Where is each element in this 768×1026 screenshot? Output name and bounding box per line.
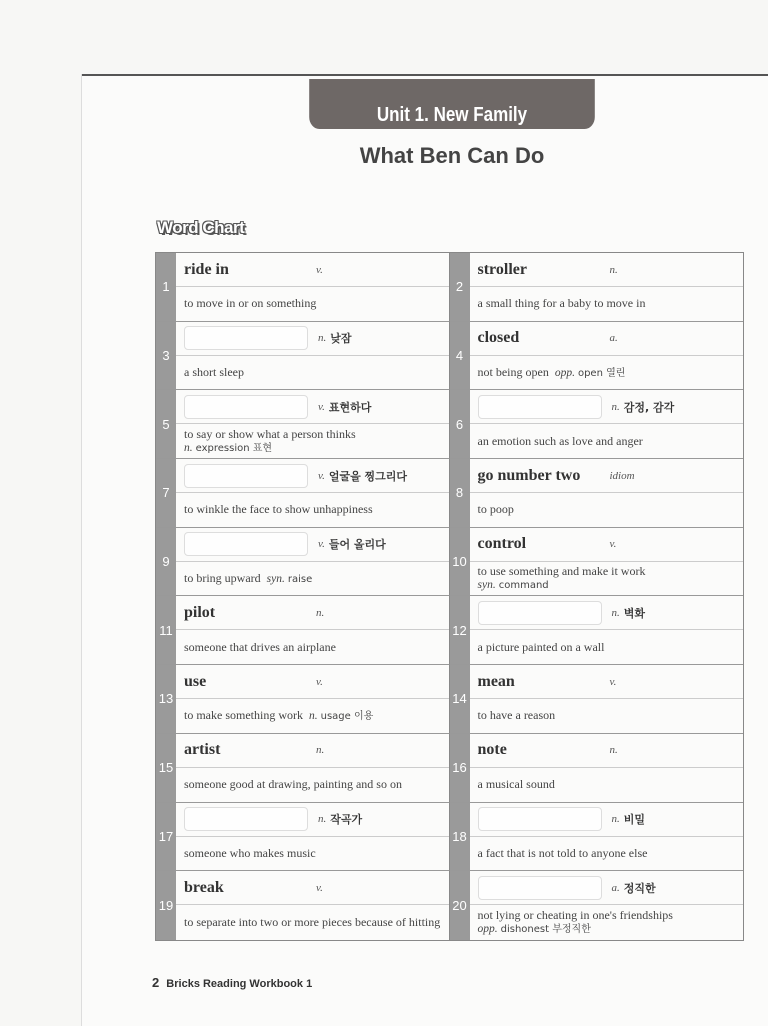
page-number: 2: [152, 975, 160, 990]
entry-number: 3: [156, 322, 176, 390]
entry-body: [470, 803, 744, 871]
entry-header: [470, 803, 744, 837]
entry-definition-area: [470, 287, 744, 321]
relation-label: opp.: [477, 923, 498, 936]
part-of-speech: n.: [318, 332, 327, 345]
entry-body: [470, 390, 744, 458]
word-entry: [450, 803, 744, 872]
word-entry: [156, 390, 450, 459]
word-entry: [450, 734, 744, 803]
entry-word: mean: [477, 672, 515, 690]
section-label: Word Chart: [157, 218, 245, 237]
entry-number: 18: [450, 803, 470, 871]
related-word: dishonest 부정직한: [500, 924, 591, 936]
entry-number: 20: [450, 871, 470, 940]
entry-header: [176, 596, 449, 630]
entry-number: 17: [156, 803, 176, 871]
lesson-title: What Ben Can Do: [359, 143, 545, 168]
related-word: usage 이용: [320, 710, 374, 722]
entry-body: [470, 528, 744, 596]
entry-word: stroller: [477, 260, 527, 278]
entry-number: 16: [450, 734, 470, 802]
entry-body: [470, 459, 744, 527]
entry-number: 9: [156, 528, 176, 596]
entry-header: [176, 253, 449, 287]
word-entry: [156, 871, 450, 940]
entry-body: [176, 390, 449, 458]
entry-body: [470, 665, 744, 733]
entry-definition: a small thing for a baby to move in: [477, 296, 646, 311]
word-entry: [156, 322, 450, 391]
entry-body: [470, 322, 744, 390]
entry-definition-area: [176, 699, 449, 733]
part-of-speech: v.: [609, 675, 617, 688]
entry-header: [470, 459, 744, 493]
relation-label: n.: [308, 709, 318, 722]
entry-body: [470, 734, 744, 802]
entry-definition: not lying or cheating in one's friendships: [477, 908, 673, 923]
entry-definition: someone that drives an airplane: [184, 639, 336, 654]
entry-header: [470, 390, 744, 424]
entry-number: 5: [156, 390, 176, 458]
part-of-speech: n.: [316, 744, 325, 757]
entry-number: 14: [450, 665, 470, 733]
part-of-speech: n.: [611, 400, 620, 413]
answer-blank[interactable]: [184, 395, 308, 419]
entry-definition: to winkle the face to show unhappiness: [184, 502, 373, 517]
entry-definition-area: [176, 905, 449, 940]
entry-header: [470, 528, 744, 562]
entry-body: [176, 253, 449, 321]
korean-meaning: 벽화: [623, 606, 646, 620]
entry-definition-area: [176, 287, 449, 321]
entry-definition-area: [470, 699, 744, 733]
entry-number: 13: [156, 665, 176, 733]
entry-number: 12: [450, 596, 470, 664]
entry-number: 19: [156, 871, 176, 940]
part-of-speech: v.: [318, 469, 325, 482]
entry-definition-area: [176, 768, 449, 802]
part-of-speech: n.: [609, 744, 618, 757]
entry-body: [176, 665, 449, 733]
entry-definition-area: [470, 562, 744, 596]
entry-word: go number two: [477, 466, 581, 484]
related-word: expression 표현: [195, 442, 273, 454]
entry-definition-area: [176, 356, 449, 390]
word-entry: [450, 390, 744, 459]
entry-definition-area: [470, 837, 744, 871]
entry-definition: to bring upward: [184, 570, 261, 585]
entry-header: [470, 871, 744, 905]
entry-definition: a picture painted on a wall: [477, 639, 605, 654]
entry-number: 4: [450, 322, 470, 390]
word-chart-grid: [155, 252, 744, 941]
entry-definition: not being open: [477, 364, 549, 379]
part-of-speech: a.: [609, 332, 618, 345]
entry-number: 11: [156, 596, 176, 664]
entry-definition-area: [470, 424, 744, 458]
answer-blank[interactable]: [478, 807, 602, 831]
entry-body: [176, 734, 449, 802]
entry-word: control: [477, 535, 527, 553]
entry-definition: an emotion such as love and anger: [477, 433, 643, 448]
part-of-speech: n.: [611, 606, 620, 619]
entry-header: [176, 459, 449, 493]
entry-definition: a fact that is not told to anyone else: [477, 845, 648, 860]
related-word: open 열린: [577, 367, 626, 379]
entry-number: 6: [450, 390, 470, 458]
entry-number: 15: [156, 734, 176, 802]
entry-header: [470, 665, 744, 699]
related-word: command: [498, 580, 549, 592]
part-of-speech: idiom: [609, 469, 635, 482]
unit-title: Unit 1. New Family: [376, 104, 528, 126]
entry-definition-area: [176, 837, 449, 871]
entry-definition-area: [470, 630, 744, 664]
word-entry: [450, 596, 744, 665]
word-entry: [156, 665, 450, 734]
entry-definition-area: [470, 768, 744, 802]
entry-body: [470, 871, 744, 940]
answer-blank[interactable]: [184, 326, 308, 350]
entry-definition: a musical sound: [477, 777, 555, 792]
word-entry: [156, 459, 450, 528]
entry-number: 2: [450, 253, 470, 321]
entry-definition: to separate into two or more pieces because of hitting: [184, 915, 441, 930]
korean-meaning: 감정, 감각: [623, 400, 675, 414]
answer-blank[interactable]: [478, 395, 602, 419]
entry-definition: to poop: [477, 502, 514, 517]
korean-meaning: 정직한: [623, 881, 656, 895]
part-of-speech: n.: [316, 606, 325, 619]
word-entry: [450, 459, 744, 528]
entry-definition-area: [176, 424, 449, 458]
part-of-speech: v.: [316, 263, 323, 276]
entry-definition: someone who makes music: [184, 845, 316, 860]
entry-number: 8: [450, 459, 470, 527]
word-entry: [450, 528, 744, 597]
entry-body: [176, 459, 449, 527]
entry-header: [176, 734, 449, 768]
entry-header: [176, 871, 449, 905]
entry-definition-area: [176, 630, 449, 664]
entry-header: [470, 322, 744, 356]
korean-meaning: 작곡가: [330, 813, 363, 826]
entry-header: [470, 596, 744, 630]
part-of-speech: v.: [316, 881, 323, 894]
entry-definition: to have a reason: [477, 708, 556, 723]
page-footer: [152, 975, 312, 990]
part-of-speech: n.: [609, 263, 618, 276]
entry-definition: to move in or on something: [184, 296, 317, 311]
word-entry: [156, 734, 450, 803]
unit-banner: [309, 79, 595, 129]
word-entry: [450, 871, 744, 940]
entry-word: note: [477, 741, 507, 759]
entry-definition-area: [470, 493, 744, 527]
entry-header: [470, 253, 744, 287]
entry-definition: someone good at drawing, painting and so on: [184, 777, 402, 792]
relation-label: opp.: [554, 366, 575, 379]
answer-blank[interactable]: [184, 807, 308, 831]
entry-header: [176, 322, 449, 356]
korean-meaning: 비밀: [623, 813, 646, 826]
word-entry: [156, 253, 450, 322]
answer-blank[interactable]: [184, 464, 308, 488]
entry-word: closed: [477, 329, 520, 347]
korean-meaning: 낮잠: [330, 332, 352, 346]
entry-body: [470, 596, 744, 664]
entry-definition-area: [470, 905, 744, 940]
word-entry: [156, 596, 450, 665]
entry-header: [176, 665, 449, 699]
part-of-speech: v.: [609, 538, 617, 551]
entry-body: [176, 596, 449, 664]
book-title: Bricks Reading Workbook 1: [166, 978, 313, 990]
entry-definition: to use something and make it work: [477, 564, 646, 579]
relation-label: syn.: [266, 572, 285, 585]
entry-body: [176, 322, 449, 390]
korean-meaning: 들어 올리다: [328, 538, 386, 552]
part-of-speech: v.: [318, 400, 325, 413]
relation-label: syn.: [477, 579, 496, 592]
part-of-speech: v.: [316, 675, 323, 688]
korean-meaning: 얼굴을 찡그리다: [328, 469, 408, 483]
entry-word: break: [184, 878, 224, 896]
entry-word: use: [184, 672, 207, 690]
entry-definition-area: [470, 356, 744, 390]
word-entry: [156, 803, 450, 872]
entry-definition-area: [176, 493, 449, 527]
entry-word: ride in: [184, 260, 229, 278]
entry-definition: a short sleep: [184, 365, 244, 380]
related-word: raise: [287, 573, 313, 585]
answer-blank[interactable]: [478, 876, 602, 900]
entry-word: pilot: [184, 603, 216, 621]
word-entry: [450, 322, 744, 391]
entry-body: [176, 528, 449, 596]
part-of-speech: a.: [611, 881, 620, 894]
relation-label: n.: [184, 441, 193, 454]
entry-header: [176, 803, 449, 837]
entry-definition: to say or show what a person thinks: [184, 426, 356, 441]
part-of-speech: n.: [611, 813, 620, 825]
entry-definition-area: [176, 562, 449, 596]
part-of-speech: v.: [318, 538, 325, 551]
answer-blank[interactable]: [478, 601, 602, 625]
entry-number: 1: [156, 253, 176, 321]
entry-word: artist: [184, 741, 221, 759]
entry-body: [176, 871, 449, 940]
entry-definition: to make something work: [184, 707, 303, 722]
entry-number: 10: [450, 528, 470, 596]
entry-header: [176, 390, 449, 424]
word-entry: [450, 253, 744, 322]
entry-body: [176, 803, 449, 871]
word-entry: [450, 665, 744, 734]
answer-blank[interactable]: [184, 532, 308, 556]
part-of-speech: n.: [318, 813, 327, 825]
korean-meaning: 표현하다: [328, 400, 372, 414]
entry-header: [176, 528, 449, 562]
word-entry: [156, 528, 450, 597]
entry-number: 7: [156, 459, 176, 527]
entry-header: [470, 734, 744, 768]
entry-body: [470, 253, 744, 321]
